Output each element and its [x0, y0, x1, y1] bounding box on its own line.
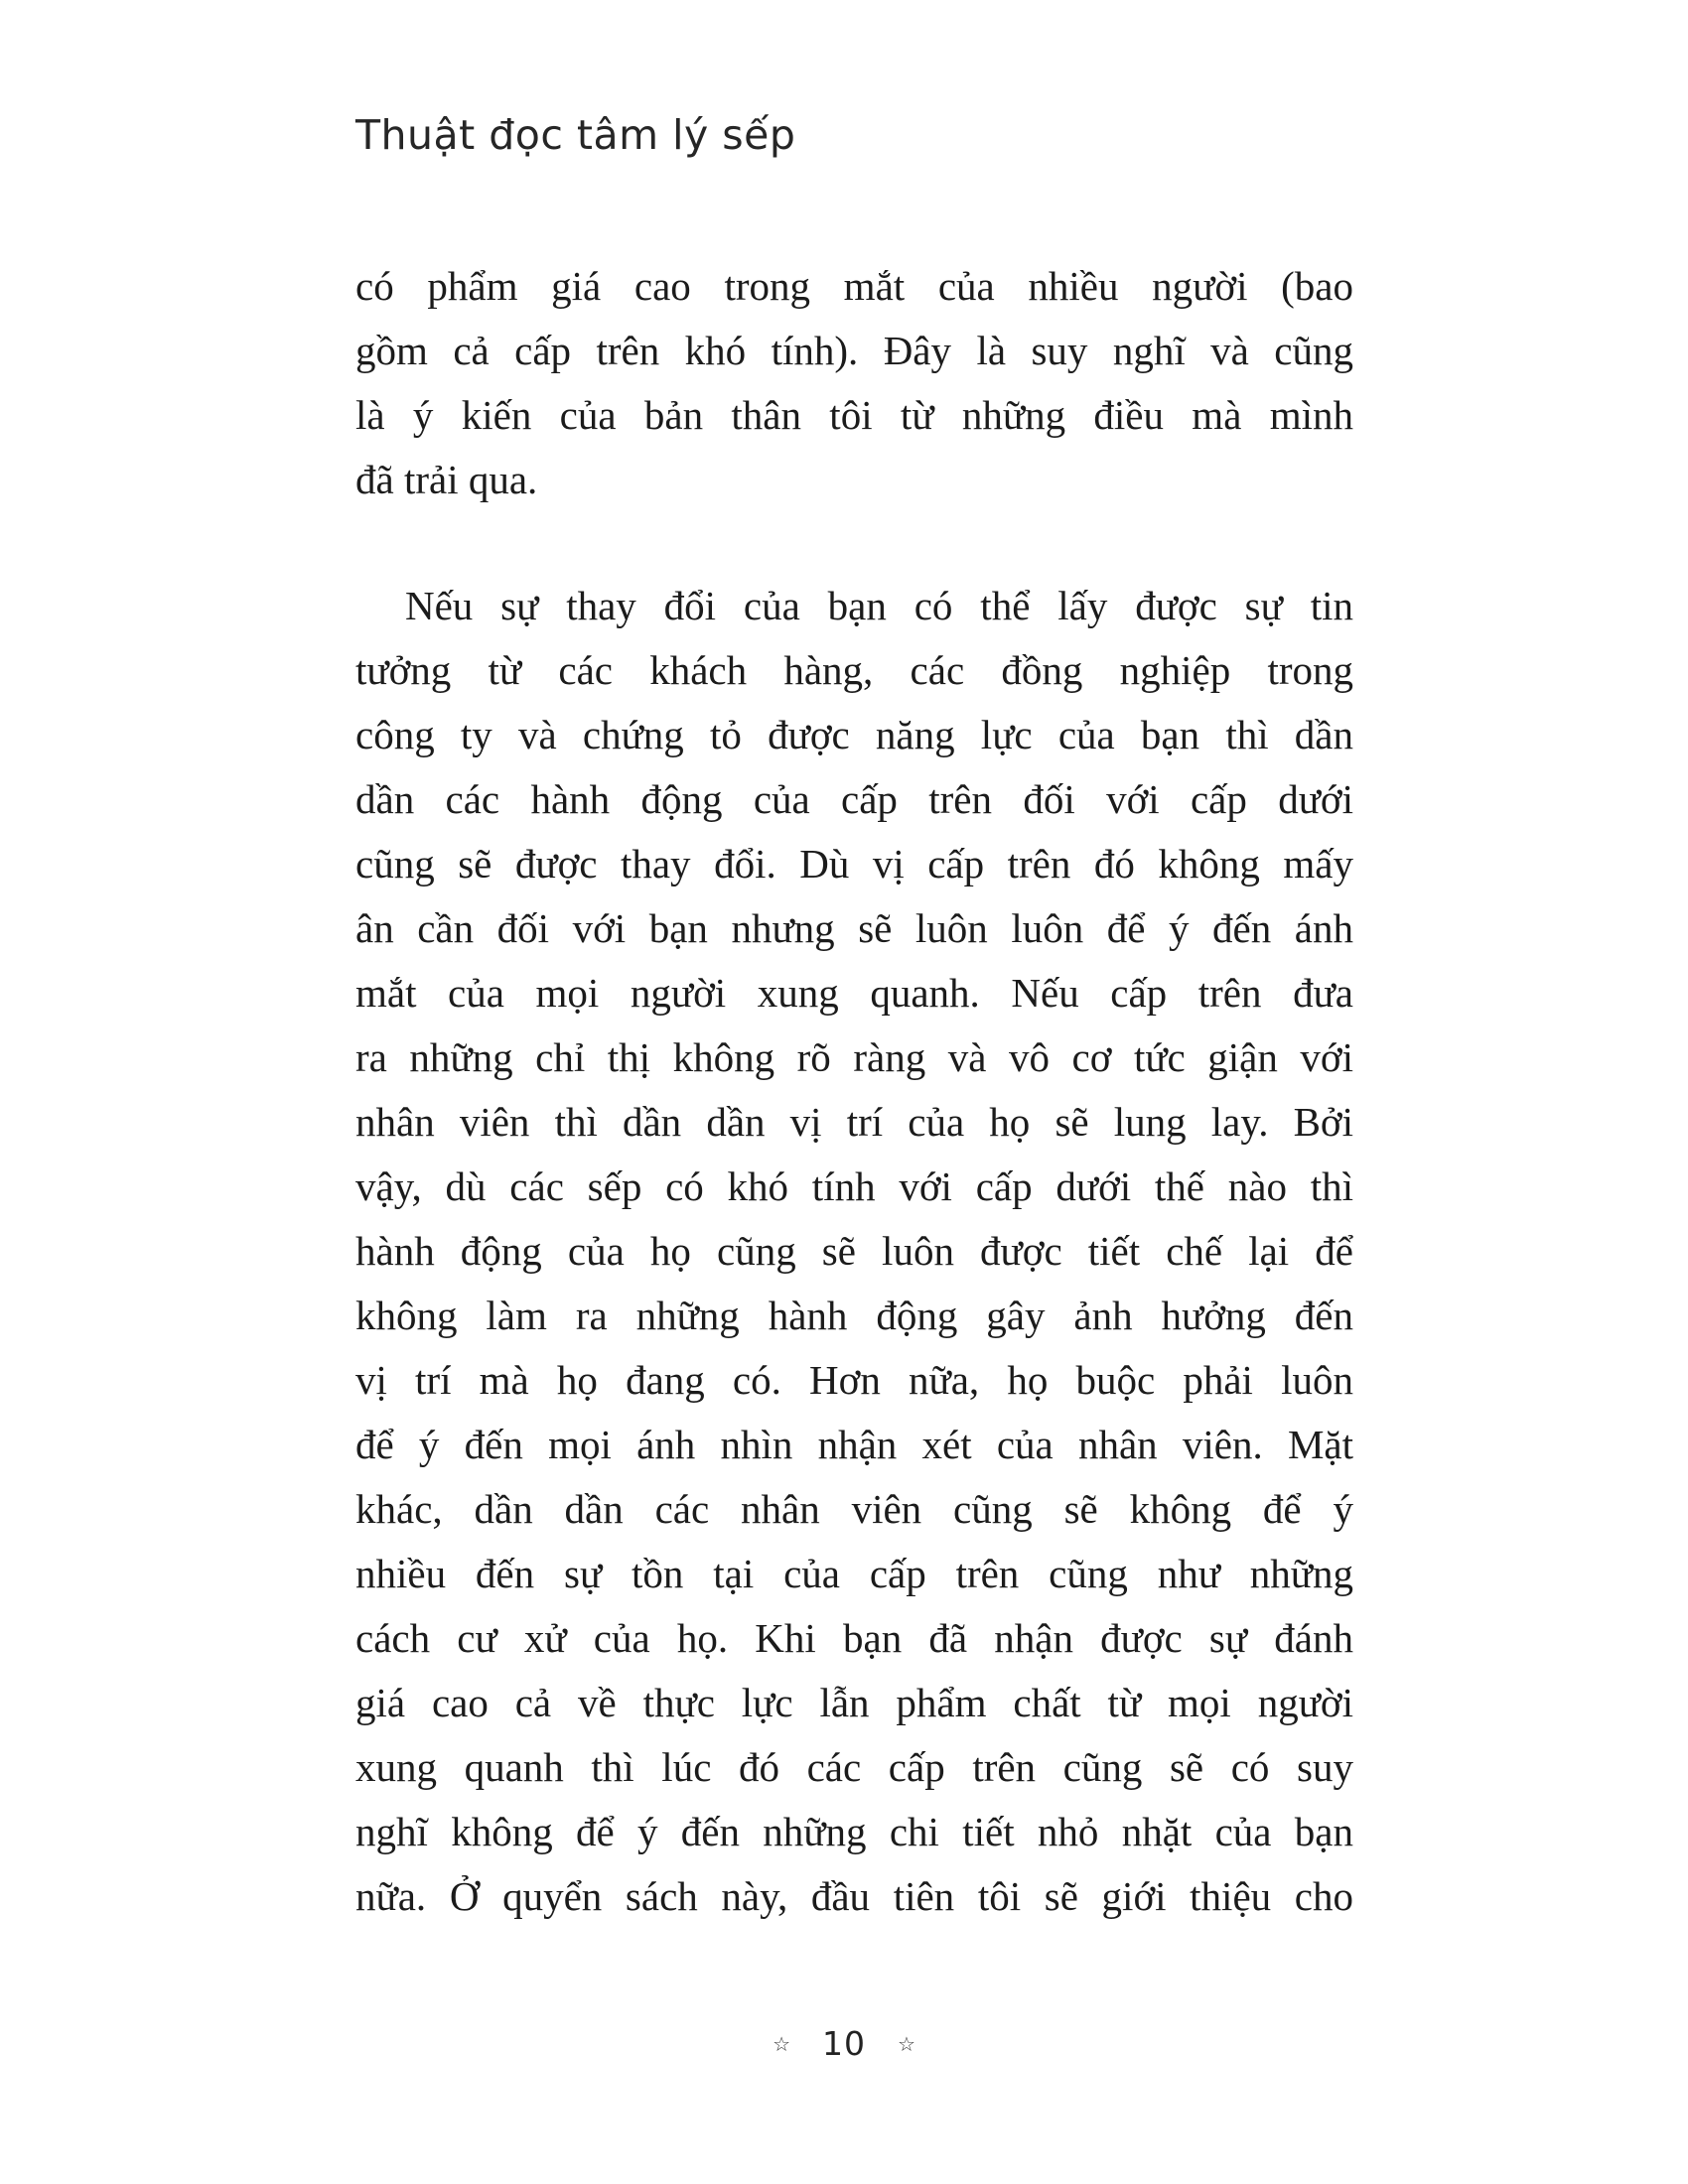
- text-line: nhiều đến sự tồn tại của cấp trên cũng như những: [355, 1551, 1353, 1596]
- body-text: [355, 254, 1353, 1929]
- text-line: gồm cả cấp trên khó tính). Đây là suy nghĩ và cũng: [355, 328, 1353, 373]
- star-icon: ☆: [773, 2031, 790, 2056]
- text-line: hành động của họ cũng sẽ luôn được tiết chế lại để: [355, 1228, 1353, 1274]
- text-line: dần các hành động của cấp trên đối với cấp dưới: [355, 776, 1353, 822]
- text-line: vị trí mà họ đang có. Hơn nữa, họ buộc phải luôn: [355, 1357, 1353, 1403]
- text-line: ra những chỉ thị không rõ ràng và vô cơ tức giận với: [355, 1034, 1353, 1080]
- text-line: tưởng từ các khách hàng, các đồng nghiệp trong: [355, 647, 1353, 693]
- paragraph-2: [355, 574, 1353, 1929]
- text-line: công ty và chứng tỏ được năng lực của bạn thì dần: [355, 712, 1353, 757]
- star-icon: ☆: [898, 2031, 915, 2056]
- text-line: vậy, dù các sếp có khó tính với cấp dưới thế nào thì: [355, 1163, 1353, 1209]
- text-line: Nếu sự thay đổi của bạn có thể lấy được sự tin: [405, 583, 1353, 628]
- page-footer: [0, 2024, 1688, 2063]
- text-line: mắt của mọi người xung quanh. Nếu cấp trên đưa: [355, 970, 1353, 1016]
- text-line: cũng sẽ được thay đổi. Dù vị cấp trên đó không mấy: [355, 841, 1353, 887]
- text-line: nhân viên thì dần dần vị trí của họ sẽ lung lay. Bởi: [355, 1099, 1353, 1145]
- text-line: là ý kiến của bản thân tôi từ những điều mà mình: [355, 392, 1353, 438]
- text-line: có phẩm giá cao trong mắt của nhiều người (bao: [355, 263, 1353, 309]
- text-line: xung quanh thì lúc đó các cấp trên cũng sẽ có suy: [355, 1744, 1353, 1790]
- page-number: 10: [822, 2024, 866, 2063]
- text-line: đã trải qua.: [355, 457, 538, 502]
- text-line: giá cao cả về thực lực lẫn phẩm chất từ mọi người: [355, 1680, 1353, 1725]
- text-line: ân cần đối với bạn nhưng sẽ luôn luôn để ý đến ánh: [355, 905, 1353, 951]
- text-line: nghĩ không để ý đến những chi tiết nhỏ nhặt của bạn: [355, 1809, 1353, 1854]
- text-line: nữa. Ở quyển sách này, đầu tiên tôi sẽ giới thiệu cho: [355, 1873, 1353, 1919]
- text-line: không làm ra những hành động gây ảnh hưởng đến: [355, 1293, 1353, 1338]
- text-line: để ý đến mọi ánh nhìn nhận xét của nhân viên. Mặt: [355, 1422, 1353, 1467]
- text-line: cách cư xử của họ. Khi bạn đã nhận được sự đánh: [355, 1615, 1353, 1661]
- text-line: khác, dần dần các nhân viên cũng sẽ không để ý: [355, 1486, 1353, 1532]
- paragraph-1: [355, 254, 1353, 512]
- running-header: Thuật đọc tâm lý sếp: [355, 111, 796, 159]
